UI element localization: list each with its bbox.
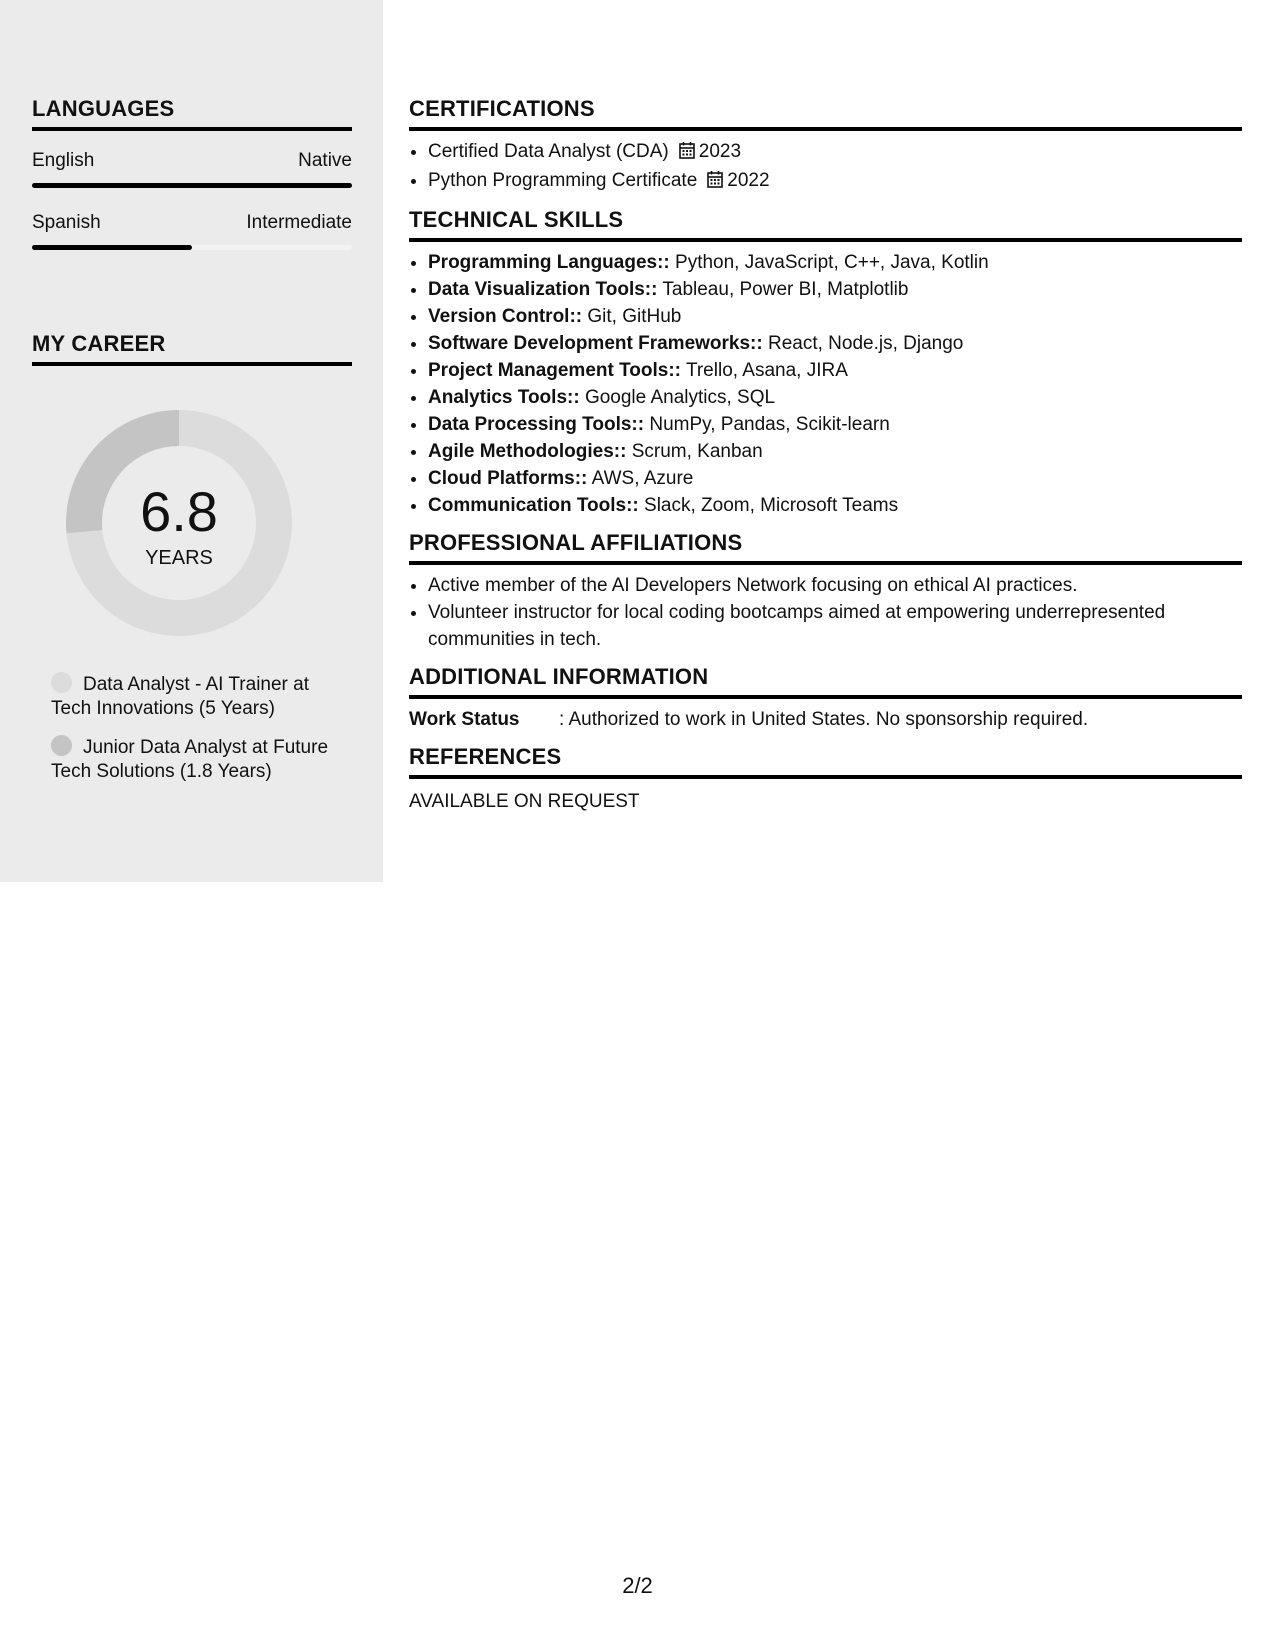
certification-year: 2022 xyxy=(727,170,770,191)
language-bar-track xyxy=(32,245,352,250)
skill-label: Analytics Tools:: xyxy=(428,387,580,408)
career-legend-dot xyxy=(51,735,72,756)
skill-item xyxy=(428,384,1242,411)
skill-value: Python, JavaScript, C++, Java, Kotlin xyxy=(669,252,989,273)
skill-label: Communication Tools:: xyxy=(428,495,639,516)
skill-value: Slack, Zoom, Microsoft Teams xyxy=(638,495,899,516)
career-item xyxy=(51,672,341,721)
language-row-english xyxy=(32,149,352,193)
certifications-title: CERTIFICATIONS xyxy=(409,96,1242,131)
language-bar-fill xyxy=(32,183,352,188)
main-content xyxy=(409,96,1242,826)
skill-item xyxy=(428,438,1242,465)
language-name: English xyxy=(32,150,95,171)
skill-label: Data Visualization Tools:: xyxy=(428,279,658,300)
certifications-section xyxy=(409,96,1242,196)
additional-info-section xyxy=(409,664,1242,733)
certification-year: 2023 xyxy=(698,141,742,162)
references-title: REFERENCES xyxy=(409,744,1242,779)
certifications-list xyxy=(409,138,1242,196)
skill-label: Project Management Tools:: xyxy=(428,360,682,381)
skill-label: Software Development Frameworks:: xyxy=(428,333,763,354)
skill-label: Agile Methodologies:: xyxy=(428,441,627,462)
language-bar-fill xyxy=(32,245,192,250)
skill-label: Programming Languages:: xyxy=(428,252,670,273)
work-status-label: Work Status xyxy=(409,709,520,730)
career-legend-dot xyxy=(51,672,72,693)
technical-skills-section xyxy=(409,207,1242,519)
skill-value: AWS, Azure xyxy=(587,468,694,489)
skill-item xyxy=(428,303,1242,330)
affiliations-list xyxy=(409,572,1242,653)
career-item-text: Data Analyst - AI Trainer at Tech Innovations (5 Years) xyxy=(51,674,309,719)
career-item-text: Junior Data Analyst at Future Tech Solutions (1.8 Years) xyxy=(51,737,329,782)
affiliation-item: • Volunteer instructor for local coding bootcamps aimed at empowering underrepresented communities in tech. xyxy=(428,599,1242,653)
skill-label: Data Processing Tools:: xyxy=(428,414,645,435)
calendar-icon xyxy=(707,169,723,196)
skill-item xyxy=(428,276,1242,303)
technical-skills-title: TECHNICAL SKILLS xyxy=(409,207,1242,242)
skill-label: Version Control:: xyxy=(428,306,583,327)
skill-item xyxy=(428,249,1242,276)
references-section xyxy=(409,744,1242,815)
skill-item xyxy=(428,492,1242,519)
affiliations-section xyxy=(409,530,1242,653)
career-item xyxy=(51,735,341,784)
skill-item xyxy=(428,465,1242,492)
career-total-years: 6.8 xyxy=(140,480,218,543)
language-level: Native xyxy=(298,150,352,171)
skill-value: Scrum, Kanban xyxy=(626,441,763,462)
language-name: Spanish xyxy=(32,212,101,233)
sidebar xyxy=(0,0,383,882)
certification-item xyxy=(428,138,1242,167)
certification-item xyxy=(428,167,1242,196)
sidebar-content xyxy=(32,96,352,798)
languages-title: LANGUAGES xyxy=(32,96,352,131)
career-title: MY CAREER xyxy=(32,331,352,366)
skill-value: Tableau, Power BI, Matplotlib xyxy=(657,279,909,300)
affiliation-item: • Active member of the AI Developers Network focusing on ethical AI practices. xyxy=(428,572,1242,599)
additional-info-title: ADDITIONAL INFORMATION xyxy=(409,664,1242,699)
skill-item xyxy=(428,357,1242,384)
page-number: 2/2 xyxy=(622,1573,653,1598)
certification-name: Python Programming Certificate xyxy=(428,170,698,191)
skill-item xyxy=(428,330,1242,357)
career-list xyxy=(51,672,341,784)
skills-list xyxy=(409,249,1242,519)
skill-value: Git, GitHub xyxy=(582,306,682,327)
language-bar-track xyxy=(32,183,352,188)
skill-item xyxy=(428,411,1242,438)
language-row-spanish xyxy=(32,211,352,255)
career-donut-chart xyxy=(66,410,292,636)
work-status-value: : Authorized to work in United States. No sponsorship required. xyxy=(559,709,1089,730)
language-level: Intermediate xyxy=(246,212,352,233)
references-text: AVAILABLE ON REQUEST xyxy=(409,791,640,812)
skill-value: Google Analytics, SQL xyxy=(579,387,776,408)
certification-name: Certified Data Analyst (CDA) xyxy=(428,141,669,162)
skill-value: NumPy, Pandas, Scikit-learn xyxy=(644,414,890,435)
skill-value: React, Node.js, Django xyxy=(762,333,964,354)
work-status-row xyxy=(409,707,1242,733)
skill-label: Cloud Platforms:: xyxy=(428,468,588,489)
career-years-label: YEARS xyxy=(145,547,213,569)
calendar-icon xyxy=(679,140,695,167)
affiliations-title: PROFESSIONAL AFFILIATIONS xyxy=(409,530,1242,565)
skill-value: Trello, Asana, JIRA xyxy=(681,360,848,381)
